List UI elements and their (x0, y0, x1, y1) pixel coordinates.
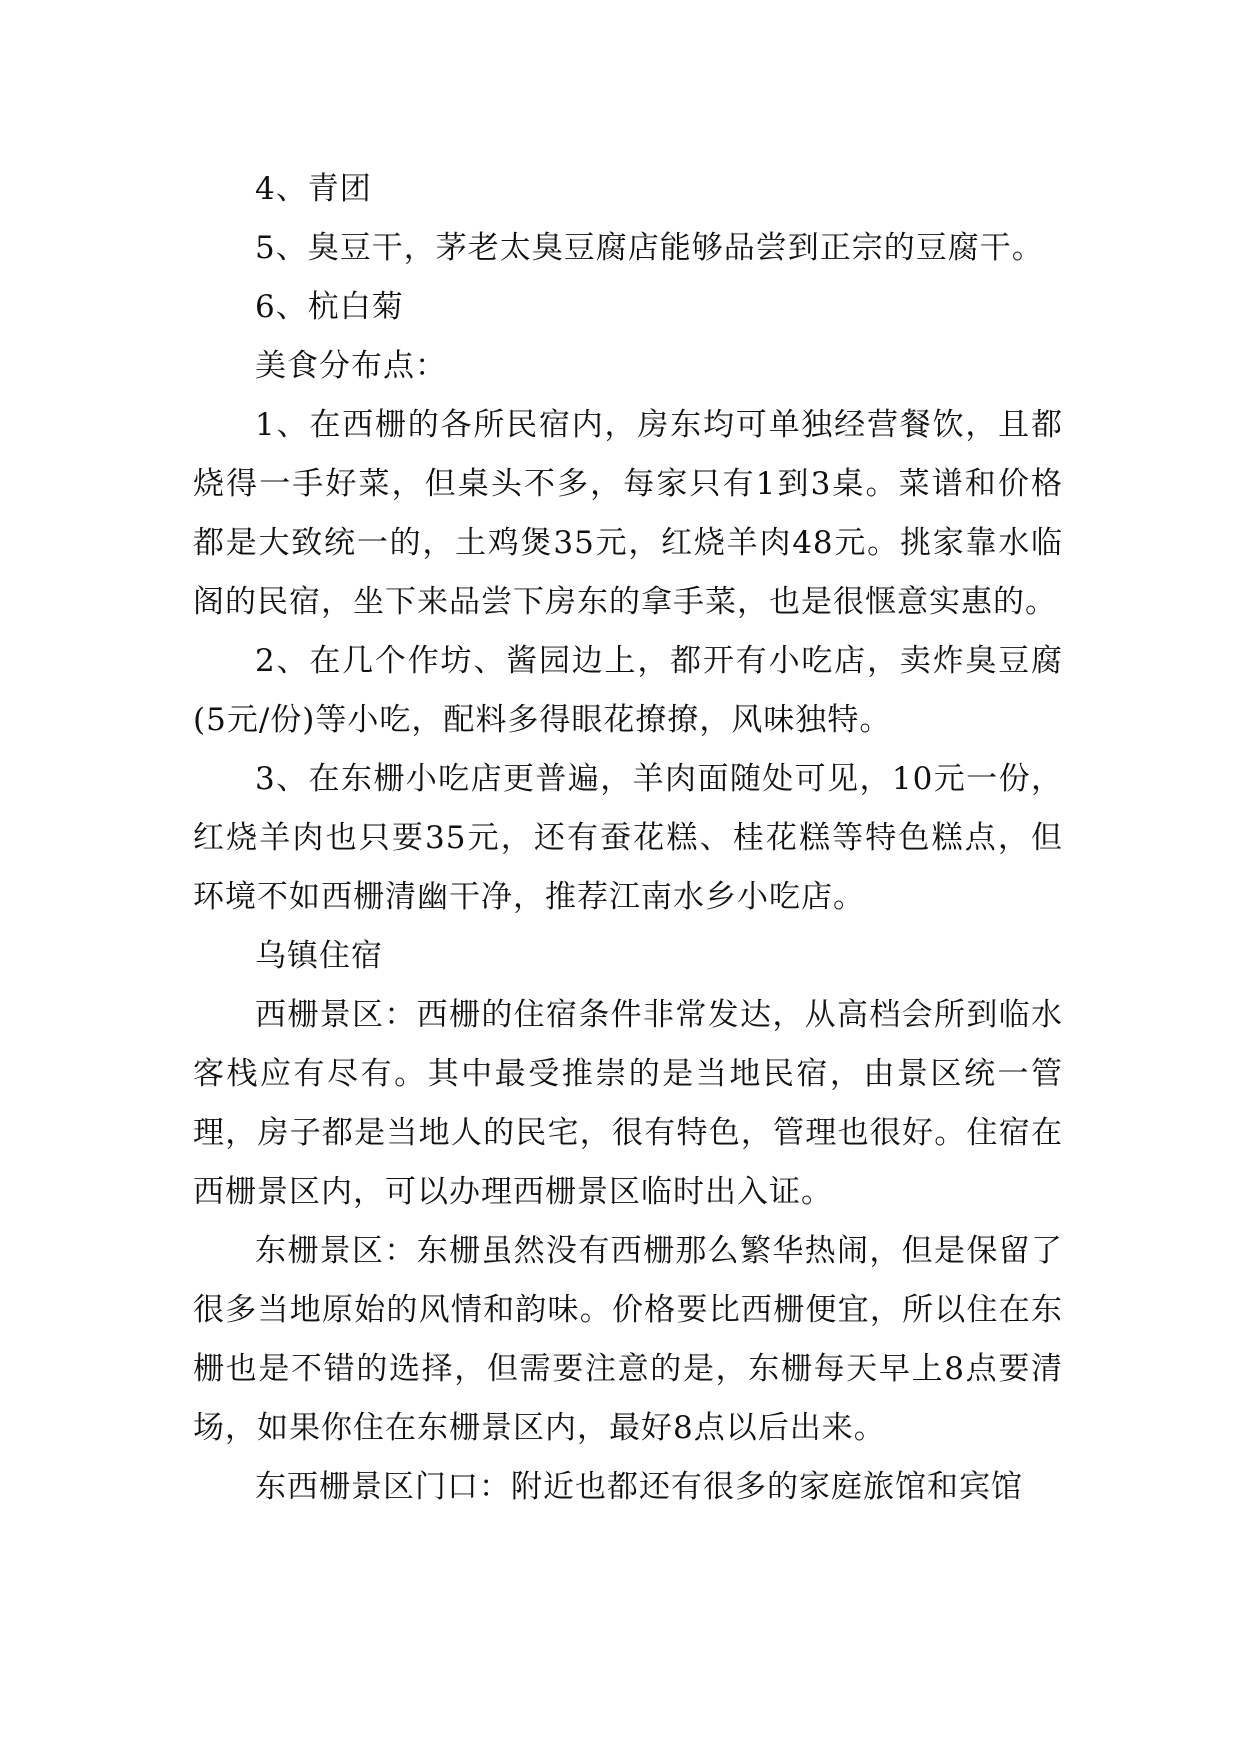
paragraph-gate-lodging: 东西栅景区门口：附近也都还有很多的家庭旅馆和宾馆 (255, 1469, 1023, 1505)
paragraph-food-location-1: 1、在西栅的各所民宿内，房东均可单独经营餐饮，且都烧得一手好菜，但桌头不多，每家只有1到3桌。菜谱和价格都是大致统一的，土鸡煲35元，红烧羊肉48元。挑家靠水临阁的民宿，坐下来品尝下房东的拿手菜，也是很惬意实惠的。 (193, 407, 1063, 620)
paragraph-dongzha-lodging: 东栅景区：东栅虽然没有西栅那么繁华热闹，但是保留了很多当地原始的风情和韵味。价格要比西栅便宜，所以住在东栅也是不错的选择，但需要注意的是，东栅每天早上8点要清场，如果你住在东栅景区内，最好8点以后出来。 (193, 1233, 1063, 1446)
list-item-choudougan: 5、臭豆干，茅老太臭豆腐店能够品尝到正宗的豆腐干。 (255, 230, 1044, 266)
section-heading-lodging: 乌镇住宿 (255, 938, 383, 974)
paragraph-food-location-3: 3、在东栅小吃店更普遍，羊肉面随处可见，10元一份，红烧羊肉也只要35元，还有蚕花糕、桂花糕等特色糕点，但环境不如西栅清幽干净，推荐江南水乡小吃店。 (193, 761, 1063, 915)
paragraph-food-location-2: 2、在几个作坊、酱园边上，都开有小吃店，卖炸臭豆腐(5元/份)等小吃，配料多得眼花撩撩，风味独特。 (193, 643, 1063, 738)
section-heading-food-locations: 美食分布点： (255, 348, 447, 384)
paragraph-xizha-lodging: 西栅景区：西栅的住宿条件非常发达，从高档会所到临水客栈应有尽有。其中最受推崇的是当地民宿，由景区统一管理，房子都是当地人的民宅，很有特色，管理也很好。住宿在西栅景区内，可以办理西栅景区临时出入证。 (193, 997, 1063, 1210)
document-body (193, 160, 1063, 1517)
list-item-hangbaiju: 6、杭白菊 (255, 289, 404, 325)
list-item-qingtuan: 4、青团 (255, 171, 372, 207)
